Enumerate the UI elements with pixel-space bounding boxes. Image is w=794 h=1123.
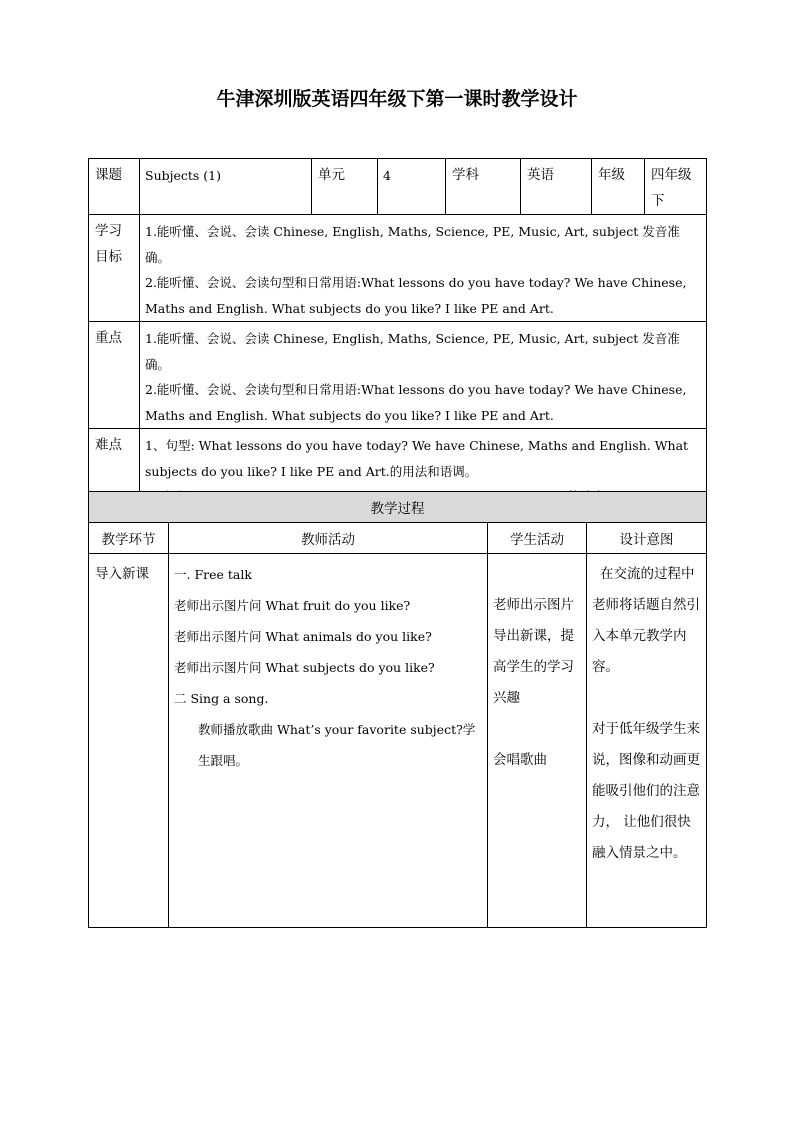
unit-value: 4 [378,159,446,215]
key-points-line-2: 2.能听懂、会说、会读句型和日常用语:What lessons do you have today? We have Chinese, Maths and English. What subjects do you like? I like PE and Art. [145,382,687,423]
key-points-label: 重点 [89,322,140,429]
info-table [88,158,707,511]
goals-label: 学习目标 [89,215,140,322]
teacher-line-1: 一. Free talk [174,567,252,582]
student-text-2: 会唱歌曲 [493,752,547,768]
student-activity [488,554,587,928]
teacher-line-6: 教师播放歌曲 What’s your favorite subject?学生跟唱。 [198,722,476,768]
teacher-line-2: 老师出示图片问 What fruit do you like? [174,598,411,613]
stage-label: 导入新课 [89,554,169,928]
document-title: 牛津深圳版英语四年级下第一课时教学设计 [216,88,578,110]
topic-label: 课题 [89,159,140,215]
teacher-line-3: 老师出示图片问 What animals do you like? [174,629,432,644]
intent-text-2: 对于低年级学生来说，图像和动画更能吸引他们的注意力， 让他们很快融入情景之中。 [592,721,700,861]
teacher-line-4: 老师出示图片问 What subjects do you like? [174,660,435,675]
design-intent [587,554,707,928]
difficulties-line-1: 1、句型: What lessons do you have today? We have Chinese, Maths and English. What subjects do you like? I like PE and Art.的用法和语调。 [145,438,689,479]
teacher-activity [169,554,488,928]
goals-content [140,215,707,322]
goals-line-2: 2.能听懂、会说、会读句型和日常用语:What lessons do you have today? We have Chinese, Maths and English. What subjects do you like? I like PE and Art. [145,275,687,316]
subject-value: 英语 [521,159,592,215]
topic-value: Subjects (1) [140,159,312,215]
intent-text-1: 在交流的过程中老师将话题自然引入本单元教学内容。 [592,566,700,675]
teacher-line-5: 二 Sing a song. [174,691,269,706]
unit-label: 单元 [312,159,378,215]
column-teacher: 教师活动 [169,523,488,554]
process-header: 教学过程 [89,492,707,523]
column-intent: 设计意图 [587,523,707,554]
column-stage: 教学环节 [89,523,169,554]
process-table [88,491,707,928]
subject-label: 学科 [446,159,521,215]
grade-value: 四年级下 [645,159,707,215]
key-points-line-1: 1.能听懂、会说、会读 Chinese, English, Maths, Science, PE, Music, Art, subject 发音准确。 [145,331,680,372]
column-student: 学生活动 [488,523,587,554]
difficulties-label: 难点 [89,429,140,511]
key-points-content [140,322,707,429]
goals-line-1: 1.能听懂、会说、会读 Chinese, English, Maths, Science, PE, Music, Art, subject 发音准确。 [145,224,680,265]
grade-label: 年级 [592,159,645,215]
student-text-1: 老师出示图片导出新课，提高学生的学习兴趣 [493,597,574,706]
